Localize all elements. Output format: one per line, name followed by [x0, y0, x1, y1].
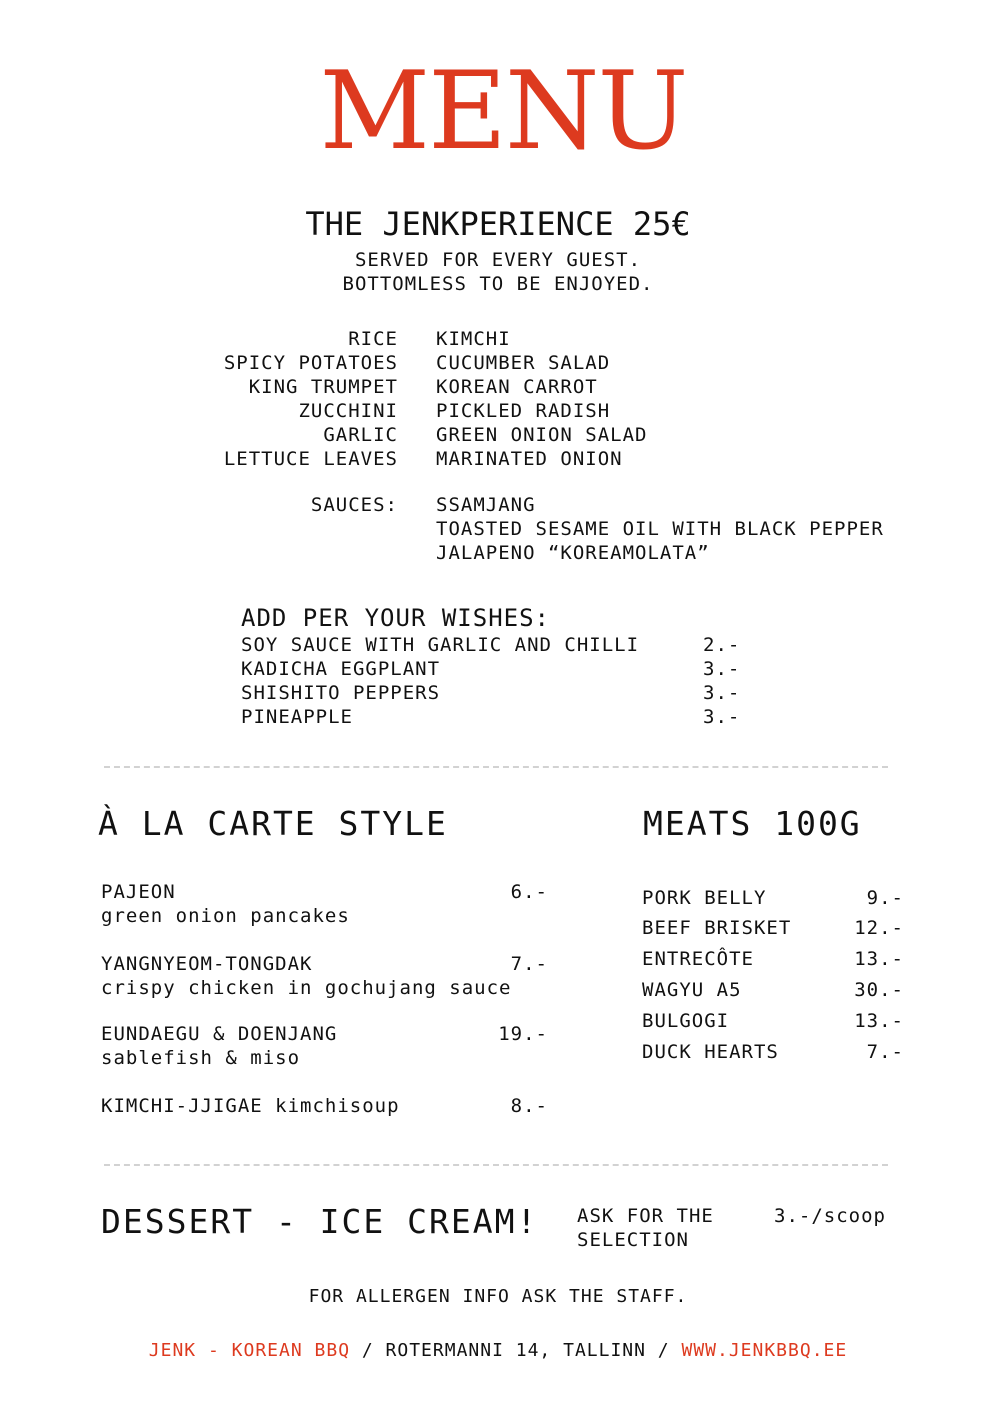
dessert-note: ASK FOR THE [577, 1205, 714, 1227]
side-item: SPICY POTATOES [223, 352, 398, 374]
sauce-item: TOASTED SESAME OIL WITH BLACK PEPPER [436, 518, 884, 540]
addon-name: SOY SAUCE WITH GARLIC AND CHILLI [241, 634, 640, 656]
meat-name: PORK BELLY [642, 887, 767, 909]
footer [0, 1339, 996, 1363]
addon-price: 2.- [703, 634, 741, 656]
side-item: CUCUMBER SALAD [436, 352, 611, 374]
footer-address: ROTERMANNI 14, TALLINN [385, 1340, 646, 1361]
alacarte-heading: À LA CARTE STYLE [98, 804, 448, 843]
meats-heading: MEATS 100G [643, 804, 862, 843]
jenkperience-subtitle-1: SERVED FOR EVERY GUEST. [354, 249, 642, 271]
side-item: PICKLED RADISH [436, 400, 611, 422]
side-item: RICE [348, 328, 398, 350]
addon-price: 3.- [703, 658, 741, 680]
meat-name: BULGOGI [642, 1010, 730, 1032]
addon-price: 3.- [703, 706, 741, 728]
side-item: GARLIC [323, 424, 398, 446]
alacarte-item-desc: green onion pancakes [101, 905, 350, 927]
alacarte-item-name: KIMCHI-JJIGAE kimchisoup [101, 1095, 400, 1117]
meat-price: 30.- [854, 979, 904, 1001]
side-item: ZUCCHINI [298, 400, 398, 422]
alacarte-item-name: YANGNYEOM-TONGDAK [101, 953, 313, 975]
dessert-note: SELECTION [577, 1229, 689, 1251]
section-divider [104, 1164, 888, 1166]
meat-price: 9.- [866, 887, 904, 909]
addon-name: PINEAPPLE [241, 706, 353, 728]
jenkperience-subtitle-2: BOTTOMLESS TO BE ENJOYED. [342, 273, 654, 295]
meat-price: 13.- [854, 948, 904, 970]
section-divider [104, 766, 888, 768]
sauce-item: JALAPENO “KOREAMOLATA” [436, 542, 710, 564]
sauce-item: SSAMJANG [436, 494, 536, 516]
side-item: GREEN ONION SALAD [436, 424, 648, 446]
meat-name: WAGYU A5 [642, 979, 742, 1001]
footer-website-link[interactable]: WWW.JENKBBQ.EE [681, 1340, 848, 1361]
side-item: MARINATED ONION [436, 448, 623, 470]
meat-price: 13.- [854, 1010, 904, 1032]
alacarte-item-price: 7.- [510, 953, 548, 975]
alacarte-item-price: 19.- [498, 1023, 548, 1045]
footer-separator: / [350, 1340, 386, 1361]
side-item: KING TRUMPET [248, 376, 398, 398]
side-item: LETTUCE LEAVES [223, 448, 398, 470]
meat-name: ENTRECÔTE [642, 948, 754, 970]
alacarte-item-price: 8.- [510, 1095, 548, 1117]
alacarte-item-name: EUNDAEGU & DOENJANG [101, 1023, 338, 1045]
addon-name: KADICHA EGGPLANT [241, 658, 441, 680]
meat-name: DUCK HEARTS [642, 1041, 779, 1063]
allergen-note: FOR ALLERGEN INFO ASK THE STAFF. [308, 1286, 688, 1307]
side-item: KOREAN CARROT [436, 376, 598, 398]
addon-name: SHISHITO PEPPERS [241, 682, 441, 704]
addon-price: 3.- [703, 682, 741, 704]
footer-separator: / [645, 1340, 682, 1361]
side-item: KIMCHI [436, 328, 511, 350]
meat-price: 12.- [854, 917, 904, 939]
sauces-label: SAUCES: [310, 494, 398, 516]
addons-heading: ADD PER YOUR WISHES: [241, 604, 550, 632]
alacarte-item-desc: sablefish & miso [101, 1047, 301, 1069]
alacarte-item-price: 6.- [510, 881, 548, 903]
alacarte-item-desc: crispy chicken in gochujang sauce [101, 977, 512, 999]
menu-title: MENU [319, 49, 687, 174]
meat-name: BEEF BRISKET [642, 917, 792, 939]
footer-brand: JENK - KOREAN BBQ [148, 1340, 351, 1361]
alacarte-item-name: PAJEON [101, 881, 176, 903]
dessert-price: 3.-/scoop [774, 1205, 886, 1227]
dessert-heading: DESSERT - ICE CREAM! [101, 1202, 539, 1241]
jenkperience-heading: THE JENKPERIENCE 25€ [305, 205, 691, 243]
meat-price: 7.- [866, 1041, 904, 1063]
